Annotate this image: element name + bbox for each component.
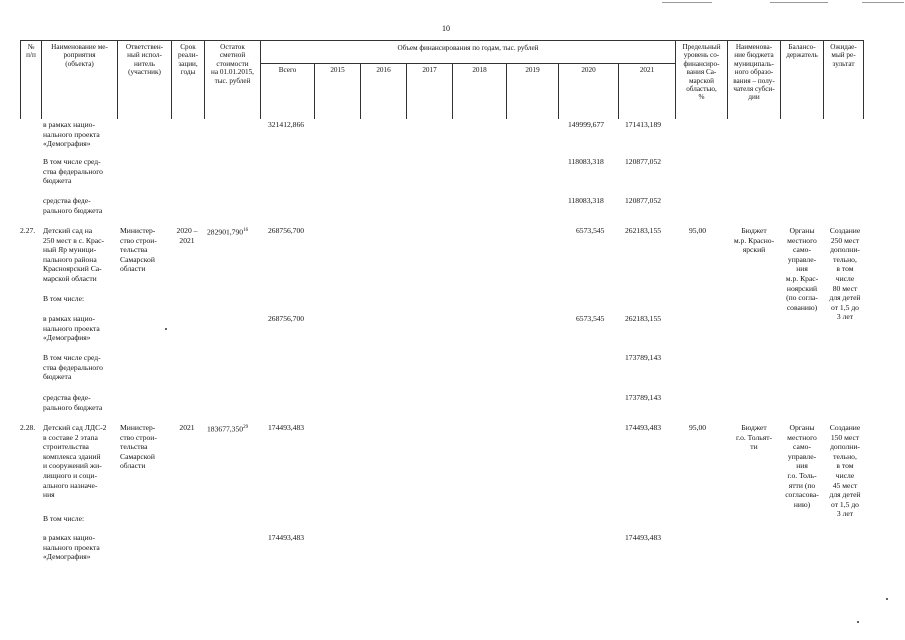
object-227-total: 268756,700 bbox=[268, 226, 305, 235]
object-228-term: 2021 bbox=[179, 423, 195, 432]
object-227-national-project-2021: 262183,155 bbox=[625, 314, 662, 323]
header-year-2015: 2015 bbox=[330, 66, 345, 74]
object-228-national-project-total: 174493,483 bbox=[268, 533, 305, 542]
header-responsible: Ответствен- ный испол- нитель (участник) bbox=[125, 43, 164, 77]
header-year-2017: 2017 bbox=[422, 66, 437, 74]
header-year-2019: 2019 bbox=[525, 66, 540, 74]
scan-edge-line bbox=[662, 2, 712, 3]
object-227-remainder: 282901,790$^{16}$ bbox=[207, 227, 249, 237]
page-number: 10 bbox=[442, 24, 450, 33]
row-federal-2020: 118083,318 bbox=[568, 196, 604, 205]
object-228-num: 2.28. bbox=[20, 423, 36, 432]
row-federal-name: средства феде- рального бюджета bbox=[43, 196, 103, 215]
scan-speck bbox=[886, 598, 888, 600]
table-header bbox=[20, 40, 864, 119]
object-227-federal-including-name: В том числе сред- ства федерального бюджета bbox=[43, 353, 103, 382]
header-name: Наименование ме- роприятия (объекта) bbox=[51, 43, 108, 68]
object-227-federal-2021: 173789,143 bbox=[625, 393, 662, 402]
object-228-including: В том числе: bbox=[43, 514, 85, 523]
object-227-name: Детский сад на 250 мест в с. Крас- ный Яр муници- пального района Красноярский Са- марской области bbox=[43, 226, 105, 283]
row-national-project-total: 321412,866 bbox=[268, 120, 305, 129]
header-year-2020: 2020 bbox=[581, 66, 596, 74]
object-227-national-project-name: в рамках нацио- нального проекта «Демография» bbox=[43, 314, 100, 343]
row-federal-including-2020: 118083,318 bbox=[568, 157, 604, 166]
header-num: № п/п bbox=[26, 43, 36, 60]
row-national-project-name: в рамках нацио- нального проекта «Демография» bbox=[43, 120, 100, 149]
object-228-budget: Бюджет г.о. Тольят- ти bbox=[735, 423, 773, 452]
object-228-2021: 174493,483 bbox=[625, 423, 662, 432]
header-level: Предельный уровень со- финансиро- вания Са- марской областью, % bbox=[682, 43, 721, 102]
header-year-2018: 2018 bbox=[472, 66, 487, 74]
object-227-term: 2020 – 2021 bbox=[176, 226, 198, 245]
object-228-remainder: 183677,350$^{29}$ bbox=[207, 424, 249, 434]
object-227-federal-name: средства феде- рального бюджета bbox=[43, 393, 103, 412]
row-federal-including-name: В том числе сред- ства федерального бюджета bbox=[43, 157, 103, 186]
header-budget: Наименова- ние бюджета муниципаль- ного образо- вания – полу- чателя субси- дии bbox=[733, 43, 775, 102]
object-227-level: 95,00 bbox=[689, 226, 707, 235]
object-228-total: 174493,483 bbox=[268, 423, 305, 432]
header-year-2021: 2021 bbox=[639, 66, 655, 74]
object-228-result: Создание 150 мест дополни- тельно, в том числе 45 мест для детей от 1,5 до 3 лет bbox=[829, 423, 861, 519]
header-result: Ожидае- мый ре- зультат bbox=[830, 43, 857, 68]
object-227-num: 2.27. bbox=[20, 226, 36, 235]
object-227-2021: 262183,155 bbox=[625, 226, 662, 235]
header-total: Всего bbox=[278, 66, 297, 74]
object-228-national-project-2021: 174493,483 bbox=[625, 533, 662, 542]
object-227-holder: Органы местного само- управле- ния м.р. Крас- ноярский (по согла- сованию) bbox=[785, 226, 819, 312]
scan-edge-line bbox=[770, 2, 828, 3]
object-228-name: Детский сад ЛДС-2 в составе 2 этапа строительства комплекса зданий и сооружений жи- лищного и соци- ального назначе- ния bbox=[43, 423, 107, 500]
object-227-federal-including-2021: 173789,143 bbox=[625, 353, 662, 362]
scan-edge-line bbox=[862, 2, 904, 3]
object-227-responsible: Министер- ство строи- тельства Самарской области bbox=[120, 226, 157, 274]
object-227-including: В том числе: bbox=[43, 294, 85, 303]
header-remainder: Остаток сметной стоимости на 01.01.2015, тыс. рублей bbox=[211, 43, 254, 85]
header-holder: Балансо- держатель bbox=[786, 43, 818, 60]
header-year-2016: 2016 bbox=[376, 66, 391, 74]
object-227-national-project-total: 268756,700 bbox=[268, 314, 305, 323]
row-national-project-2021: 171413,189 bbox=[625, 120, 662, 129]
object-227-national-project-2020: 6573,545 bbox=[576, 314, 605, 323]
row-national-project-2020: 149999,677 bbox=[568, 120, 605, 129]
object-227-2020: 6573,545 bbox=[576, 226, 605, 235]
header-volume: Объем финансирования по годам, тыс. рублей bbox=[397, 44, 539, 52]
row-federal-including-2021: 120877,052 bbox=[625, 157, 662, 166]
scan-speck bbox=[857, 621, 859, 623]
object-228-national-project-name: в рамках нацио- нального проекта «Демография» bbox=[43, 533, 100, 562]
object-228-responsible: Министер- ство строи- тельства Самарской области bbox=[120, 423, 157, 471]
object-227-result: Создание 250 мест дополни- тельно, в том числе 80 мест для детей от 1,5 до 3 лет bbox=[829, 226, 861, 322]
row-federal-2021: 120877,052 bbox=[625, 196, 662, 205]
scan-speck bbox=[165, 328, 167, 330]
object-228-holder: Органы местного само- управле- ния г.о. Толь- ятти (по согласова- нию) bbox=[785, 423, 819, 509]
header-term: Срок реали- зации, годы bbox=[178, 43, 198, 77]
object-228-level: 95,00 bbox=[689, 423, 707, 432]
object-227-budget: Бюджет м.р. Красно- ярский bbox=[733, 226, 775, 255]
